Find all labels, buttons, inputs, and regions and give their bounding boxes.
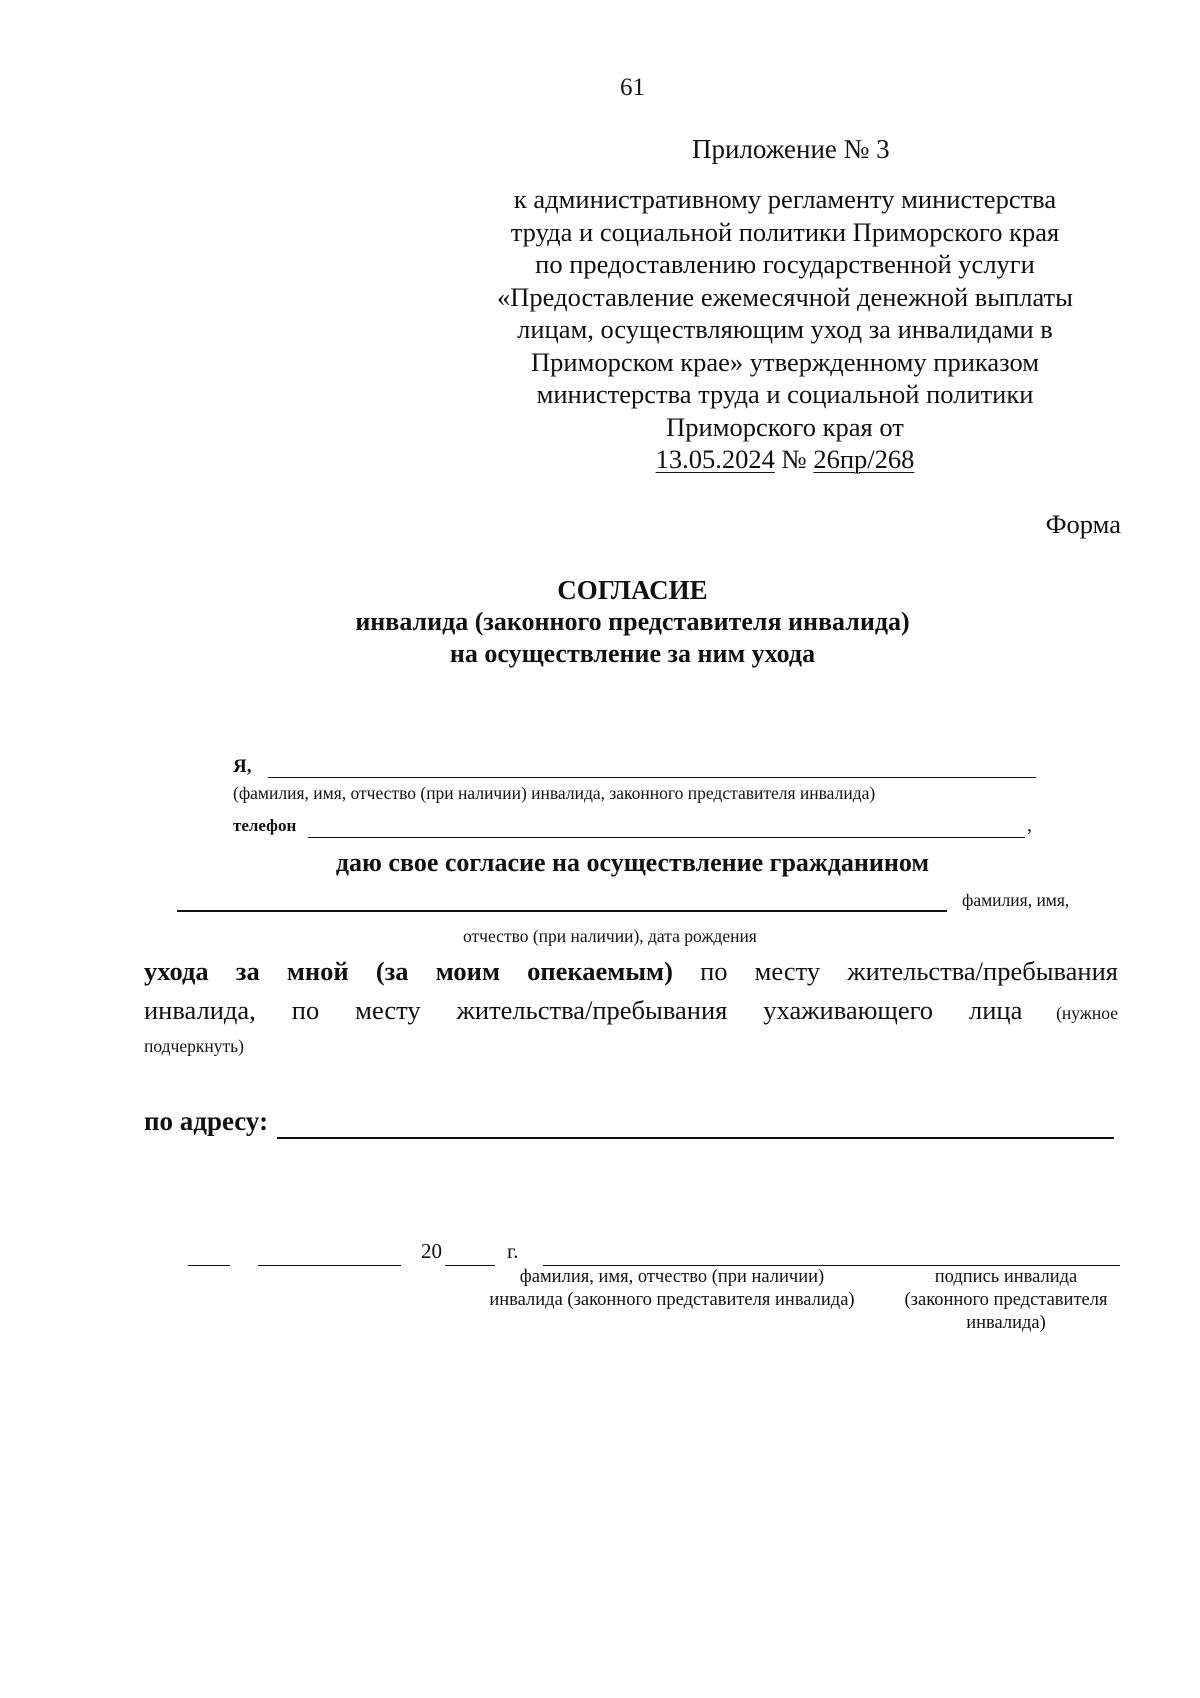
sign-caption-line-3: инвалида): [966, 1313, 1046, 1333]
order-date: 13.05.2024: [655, 444, 775, 474]
address-line[interactable]: [277, 1137, 1114, 1139]
carer-caption-below: отчество (при наличии), дата рождения: [463, 926, 757, 946]
name-signature-caption: [437, 1266, 907, 1312]
date-month-line[interactable]: [258, 1265, 401, 1266]
order-number-sign: №: [781, 444, 807, 474]
consent-text: даю свое согласие на осуществление гражданином: [335, 848, 930, 877]
name-caption: (фамилия, имя, отчество (при наличии) инвалида, законного представителя инвалида): [233, 783, 876, 803]
date-day-line[interactable]: [188, 1265, 230, 1266]
phone-line[interactable]: [308, 837, 1025, 838]
care-line-2: [144, 991, 1118, 1033]
heading-subtitle: инвалида (законного представителя инвалида): [355, 607, 910, 636]
carer-name-line[interactable]: [177, 910, 947, 912]
year-prefix: 20: [421, 1239, 442, 1263]
appendix-line: Приморском крае» утвержденному приказом: [531, 346, 1039, 377]
sign-caption-line-1: подпись инвалида: [934, 1267, 1078, 1287]
appendix-line: труда и социальной политики Приморского края: [510, 216, 1060, 247]
heading-subtitle-2: на осуществление за ним ухода: [449, 639, 816, 668]
phone-label: телефон: [233, 816, 297, 835]
care-note-2: подчеркнуть): [144, 1036, 244, 1056]
sign-caption: [866, 1266, 1146, 1335]
appendix-line: лицам, осуществляющим уход за инвалидами в: [517, 314, 1053, 344]
name-line[interactable]: [268, 777, 1036, 778]
appendix-text: [460, 183, 1110, 476]
phone-trailing-comma: ,: [1027, 814, 1032, 836]
address-label: по адресу:: [144, 1106, 269, 1136]
year-suffix: г.: [507, 1239, 519, 1263]
appendix-line: «Предоставление ежемесячной денежной выплаты: [497, 281, 1073, 312]
order-number: 26пр/268: [813, 444, 915, 474]
care-note-1: (нужное: [1022, 1003, 1118, 1023]
page-number: 61: [620, 74, 645, 101]
appendix-line: к административному регламенту министерства: [513, 184, 1057, 214]
name-caption-line-1: фамилия, имя, отчество (при наличии): [519, 1267, 825, 1287]
care-paragraph: [144, 952, 1118, 1059]
order-reference: [460, 443, 1110, 476]
appendix-line: по предоставлению государственной услуги: [535, 249, 1035, 279]
carer-caption-right: фамилия, имя,: [962, 890, 1070, 910]
heading-title: СОГЛАСИЕ: [557, 575, 708, 605]
appendix-line: министерства труда и социальной политики: [536, 379, 1034, 409]
care-bold: ухода за мной (за моим опекаемым): [144, 956, 673, 986]
care-text-1: по месту жительства/пребывания: [672, 956, 1118, 986]
care-line-1: [144, 952, 1118, 991]
appendix-line: Приморского края от: [666, 411, 904, 442]
name-caption-line-2: инвалида (законного представителя инвалида): [489, 1290, 855, 1310]
appendix-title: Приложение № 3: [692, 134, 890, 164]
care-text-2: инвалида, по месту жительства/пребывания ухаживающего лица: [144, 995, 1023, 1025]
document-heading: [0, 574, 1200, 670]
sign-caption-line-2: (законного представителя: [904, 1290, 1108, 1310]
i-label: Я,: [233, 756, 252, 777]
form-label: Форма: [1045, 509, 1121, 539]
